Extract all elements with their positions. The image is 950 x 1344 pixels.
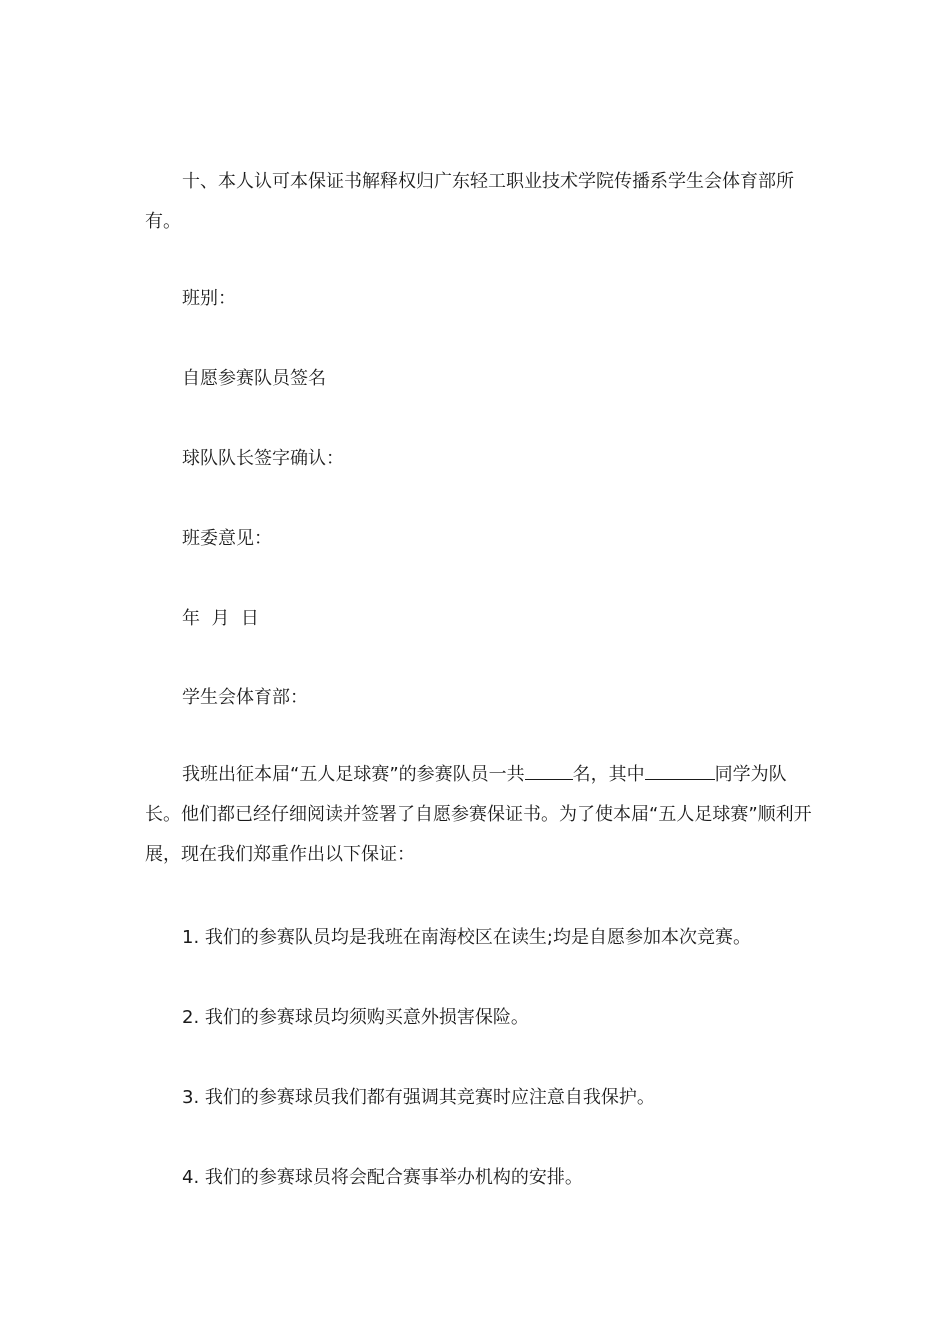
date-line: 年 月 日 (182, 608, 259, 629)
sports-dept-label: 学生会体育部： (182, 687, 308, 708)
guarantee-item-1: 1. 我们的参赛队员均是我班在南海校区在读生;均是自愿参加本次竞赛。 (182, 927, 751, 948)
guarantee-text-part2: 名，其中 (572, 764, 645, 785)
guarantee-item-4: 4. 我们的参赛球员将会配合赛事举办机构的安排。 (182, 1167, 583, 1188)
guarantee-item-3: 3. 我们的参赛球员我们都有强调其竞赛时应注意自我保护。 (182, 1087, 655, 1108)
volunteer-signature-label: 自愿参赛队员签名 (182, 368, 326, 389)
guarantee-text-part1: 我班出征本届“五人足球赛”的参赛队员一共 (182, 764, 525, 785)
guarantee-item-2: 2. 我们的参赛球员均须购买意外损害保险。 (182, 1007, 529, 1028)
captain-name-blank (645, 757, 715, 780)
guarantee-text-part3: 同学为队长。他们都已经仔细阅读并签署了自愿参赛保证书。为了使本届“五人足球赛”顺利开展，现在我们郑重作出以下保证： (145, 764, 812, 865)
clause-10-paragraph: 十、本人认可本保证书解释权归广东轻工职业技术学院传播系学生会体育部所有。 (145, 171, 794, 232)
guarantee-paragraph (145, 755, 815, 875)
committee-opinion-label: 班委意见： (182, 528, 272, 549)
member-count-blank (525, 757, 573, 780)
captain-confirm-label: 球队队长签字确认： (182, 448, 344, 469)
class-label: 班别： (182, 288, 236, 309)
